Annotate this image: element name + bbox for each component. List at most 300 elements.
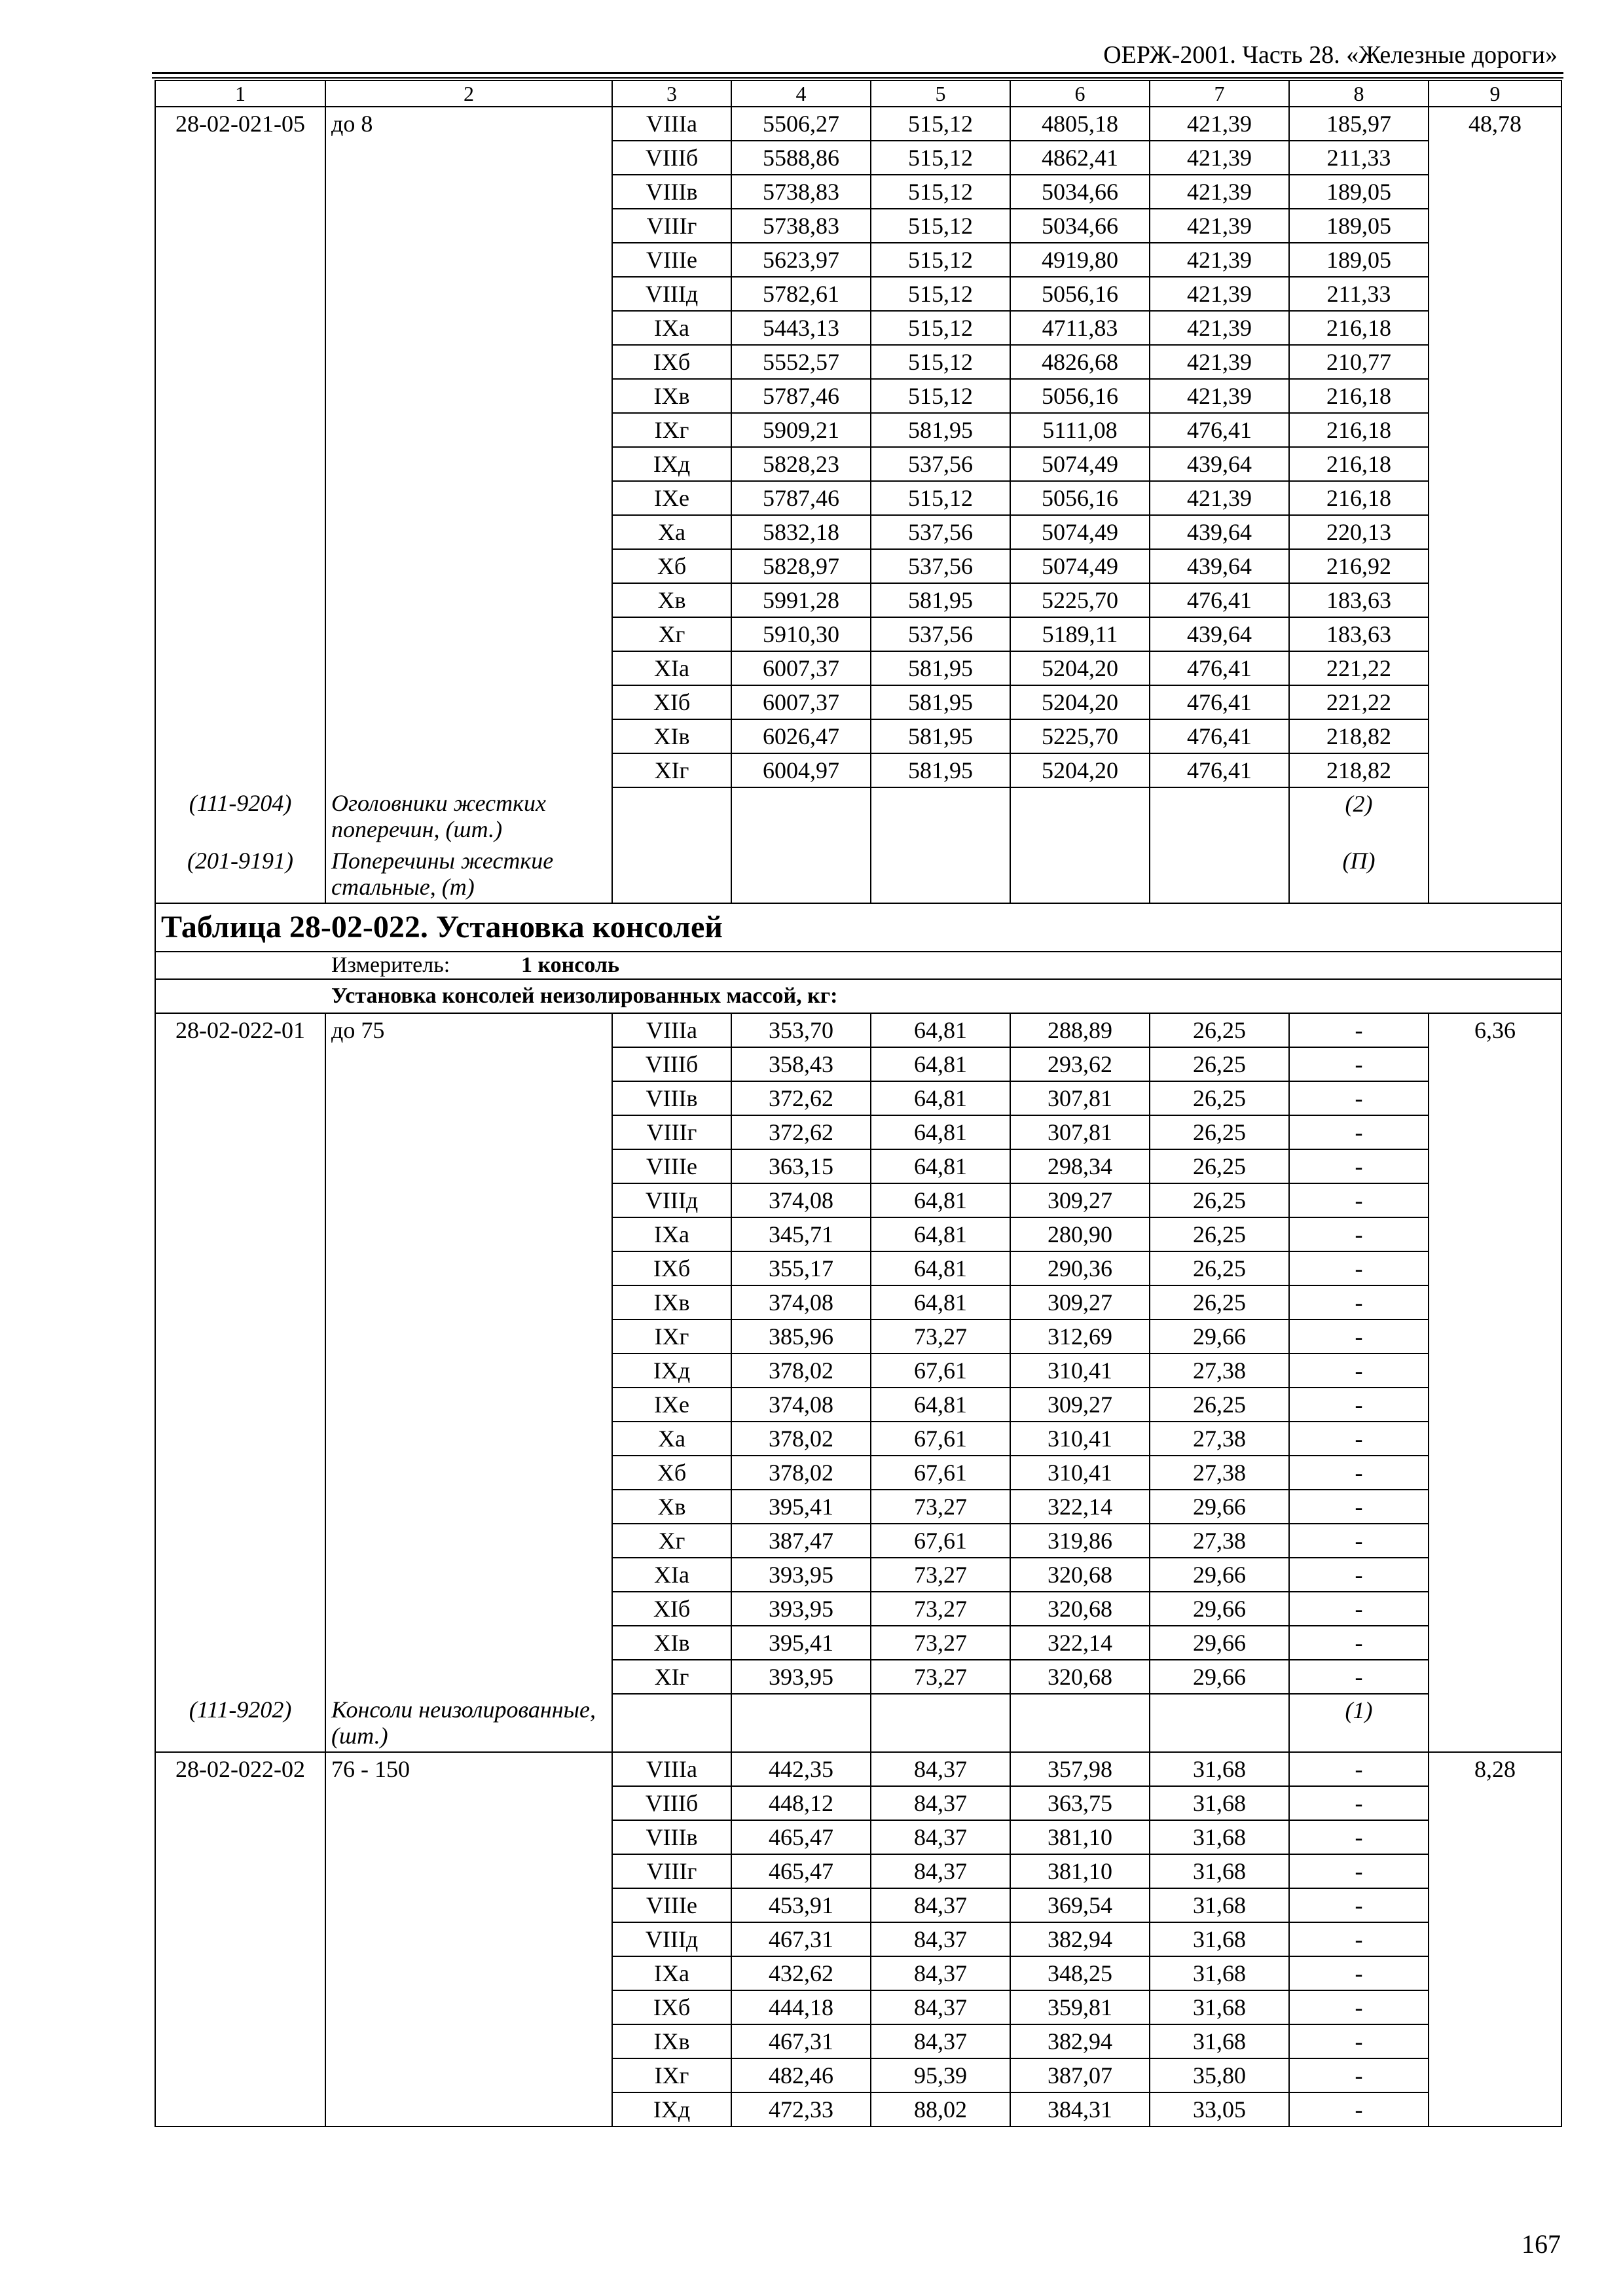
position-code [155,1490,325,1524]
zone-code: IXа [612,311,731,345]
value-col-5: 537,56 [871,617,1010,651]
value-col-5: 73,27 [871,1490,1010,1524]
machine-labor-value [1429,447,1561,481]
zone-code: IXа [612,1956,731,1990]
value-col-7: 421,39 [1150,345,1289,379]
position-code [155,753,325,787]
position-name [325,1319,612,1354]
header-rule [152,72,1563,74]
zone-code: XIб [612,685,731,719]
value-col-4: 353,70 [731,1013,871,1047]
zone-code: XIа [612,1558,731,1592]
price-table-sheet [155,80,1561,2127]
value-col-6: 293,62 [1010,1047,1150,1081]
table-row [155,1558,1561,1592]
empty-cell [731,787,871,845]
value-col-4: 374,08 [731,1183,871,1217]
value-col-4: 393,95 [731,1558,871,1592]
position-code [155,1922,325,1956]
machine-labor-value [1429,515,1561,549]
zone-code: IXб [612,1251,731,1285]
value-col-8: 216,18 [1289,481,1429,515]
value-col-8: - [1289,2058,1429,2092]
value-col-4: 5738,83 [731,175,871,209]
value-col-4: 5909,21 [731,413,871,447]
value-col-4: 5832,18 [731,515,871,549]
zone-code: IXд [612,2092,731,2126]
empty-cell [612,787,731,845]
machine-labor-value [1429,1626,1561,1660]
position-name [325,1456,612,1490]
value-col-7: 27,38 [1150,1422,1289,1456]
position-name [325,447,612,481]
value-col-6: 309,27 [1010,1183,1150,1217]
empty-cell [731,845,871,903]
position-code [155,617,325,651]
resource-row [155,787,1561,845]
table-row [155,2058,1561,2092]
value-col-6: 4711,83 [1010,311,1150,345]
position-code [155,1422,325,1456]
value-col-8: 183,63 [1289,617,1429,651]
value-col-4: 472,33 [731,2092,871,2126]
value-col-4: 378,02 [731,1456,871,1490]
value-col-6: 5111,08 [1010,413,1150,447]
value-col-8: - [1289,1183,1429,1217]
table-row [155,1922,1561,1956]
position-name [325,413,612,447]
table-row [155,1660,1561,1694]
value-col-6: 4919,80 [1010,243,1150,277]
value-col-8: 218,82 [1289,753,1429,787]
zone-code: Xв [612,1490,731,1524]
value-col-5: 64,81 [871,1217,1010,1251]
machine-labor-value [1429,243,1561,277]
value-col-7: 476,41 [1150,583,1289,617]
machine-labor-value [1429,1217,1561,1251]
value-col-8: - [1289,1888,1429,1922]
empty-cell [1429,1694,1561,1752]
machine-labor-value [1429,1922,1561,1956]
value-col-5: 515,12 [871,141,1010,175]
zone-code: IXе [612,1388,731,1422]
position-name [325,583,612,617]
value-col-4: 442,35 [731,1752,871,1786]
zone-code: IXа [612,1217,731,1251]
value-col-5: 581,95 [871,719,1010,753]
zone-code: VIIIе [612,243,731,277]
value-col-5: 73,27 [871,1626,1010,1660]
value-col-6: 5204,20 [1010,753,1150,787]
position-name [325,1888,612,1922]
resource-value: (2) [1289,787,1429,845]
position-name [325,141,612,175]
zone-code: IXд [612,1354,731,1388]
value-col-6: 5204,20 [1010,651,1150,685]
value-col-6: 5074,49 [1010,447,1150,481]
value-col-6: 280,90 [1010,1217,1150,1251]
table-row [155,1251,1561,1285]
value-col-4: 467,31 [731,2024,871,2058]
table-row [155,447,1561,481]
value-col-7: 31,68 [1150,1922,1289,1956]
value-col-7: 29,66 [1150,1490,1289,1524]
machine-labor-value [1429,175,1561,209]
value-col-4: 6026,47 [731,719,871,753]
zone-code: VIIIв [612,1820,731,1854]
table-row [155,651,1561,685]
value-col-7: 439,64 [1150,447,1289,481]
value-col-8: - [1289,1319,1429,1354]
machine-labor-value [1429,617,1561,651]
page-number: 167 [1522,2229,1561,2259]
value-col-6: 369,54 [1010,1888,1150,1922]
empty-cell [1010,1694,1150,1752]
value-col-8: 218,82 [1289,719,1429,753]
value-col-4: 374,08 [731,1285,871,1319]
table-row [155,1422,1561,1456]
position-code [155,1115,325,1149]
zone-code: IXв [612,2024,731,2058]
table-row [155,1285,1561,1319]
value-col-5: 73,27 [871,1660,1010,1694]
resource-name: Оголовники жестких поперечин, (шт.) [325,787,612,845]
value-col-5: 64,81 [871,1388,1010,1422]
machine-labor-value [1429,2024,1561,2058]
measure-label: Измеритель: [331,953,450,977]
zone-code: IXе [612,481,731,515]
zone-code: XIв [612,719,731,753]
value-col-7: 27,38 [1150,1354,1289,1388]
value-col-7: 27,38 [1150,1524,1289,1558]
machine-labor-value [1429,277,1561,311]
zone-code: VIIIб [612,1047,731,1081]
value-col-4: 5506,27 [731,107,871,141]
value-col-7: 26,25 [1150,1183,1289,1217]
zone-code: IXб [612,345,731,379]
value-col-4: 465,47 [731,1820,871,1854]
value-col-6: 357,98 [1010,1752,1150,1786]
table-row [155,311,1561,345]
value-col-7: 29,66 [1150,1660,1289,1694]
position-name [325,277,612,311]
position-code [155,175,325,209]
machine-labor-value [1429,311,1561,345]
value-col-8: - [1289,1013,1429,1047]
position-code [155,277,325,311]
value-col-4: 6007,37 [731,651,871,685]
value-col-4: 5787,46 [731,481,871,515]
value-col-6: 319,86 [1010,1524,1150,1558]
value-col-4: 378,02 [731,1422,871,1456]
position-code [155,685,325,719]
value-col-7: 26,25 [1150,1047,1289,1081]
column-number: 9 [1429,81,1561,107]
position-name [325,1956,612,1990]
column-number: 6 [1010,81,1150,107]
zone-code: Xб [612,1456,731,1490]
running-title: ОЕРЖ-2001. Часть 28. «Железные дороги» [1103,41,1558,69]
empty-cell [1010,845,1150,903]
position-name [325,1820,612,1854]
value-col-8: - [1289,1490,1429,1524]
position-name [325,2024,612,2058]
value-col-4: 465,47 [731,1854,871,1888]
value-col-4: 393,95 [731,1592,871,1626]
machine-labor-value [1429,1660,1561,1694]
value-col-5: 67,61 [871,1456,1010,1490]
value-col-6: 310,41 [1010,1422,1150,1456]
empty-cell [871,1694,1010,1752]
value-col-5: 581,95 [871,651,1010,685]
table-row [155,1149,1561,1183]
position-code [155,1285,325,1319]
value-col-5: 581,95 [871,753,1010,787]
value-col-7: 26,25 [1150,1081,1289,1115]
machine-labor-value [1429,1490,1561,1524]
zone-code: Xв [612,583,731,617]
value-col-5: 515,12 [871,107,1010,141]
column-number-row [155,81,1561,107]
position-code [155,1956,325,1990]
resource-name: Поперечины жесткие стальные, (т) [325,845,612,903]
machine-labor-value [1429,481,1561,515]
position-code [155,583,325,617]
value-col-7: 476,41 [1150,651,1289,685]
value-col-4: 372,62 [731,1115,871,1149]
value-col-5: 84,37 [871,1854,1010,1888]
value-col-8: 216,18 [1289,311,1429,345]
position-code [155,1149,325,1183]
empty-cell [871,845,1010,903]
table-row [155,107,1561,141]
table-row [155,1047,1561,1081]
table-title-row [155,903,1561,952]
value-col-8: - [1289,1786,1429,1820]
machine-labor-value [1429,1183,1561,1217]
resource-code: (111-9204) [155,787,325,845]
value-col-7: 476,41 [1150,685,1289,719]
zone-code: VIIIа [612,1752,731,1786]
value-col-7: 421,39 [1150,243,1289,277]
empty-cell [731,1694,871,1752]
value-col-7: 476,41 [1150,719,1289,753]
value-col-6: 5034,66 [1010,209,1150,243]
table-row [155,1183,1561,1217]
position-name [325,1660,612,1694]
machine-labor-value [1429,1388,1561,1422]
position-name [325,1558,612,1592]
value-col-7: 31,68 [1150,1854,1289,1888]
zone-code: VIIIв [612,175,731,209]
value-col-6: 5225,70 [1010,719,1150,753]
price-table [155,80,1562,2127]
value-col-7: 421,39 [1150,209,1289,243]
position-name [325,1592,612,1626]
measure-value: 1 консоль [521,953,619,977]
value-col-6: 359,81 [1010,1990,1150,2024]
table-row [155,1592,1561,1626]
position-code [155,2092,325,2126]
table-row [155,379,1561,413]
table-row [155,1990,1561,2024]
position-code [155,311,325,345]
value-col-5: 84,37 [871,1956,1010,1990]
zone-code: IXв [612,1285,731,1319]
value-col-4: 448,12 [731,1786,871,1820]
position-code [155,345,325,379]
machine-labor-value [1429,1854,1561,1888]
table-title: Таблица 28-02-022. Установка консолей [155,903,1561,952]
value-col-8: - [1289,1854,1429,1888]
machine-labor-value [1429,141,1561,175]
table-row [155,277,1561,311]
value-col-4: 393,95 [731,1660,871,1694]
zone-code: XIг [612,1660,731,1694]
value-col-8: 210,77 [1289,345,1429,379]
value-col-7: 421,39 [1150,141,1289,175]
value-col-6: 288,89 [1010,1013,1150,1047]
value-col-4: 5552,57 [731,345,871,379]
table-row [155,345,1561,379]
position-name [325,753,612,787]
value-col-7: 421,39 [1150,107,1289,141]
table-row [155,1786,1561,1820]
machine-labor-value [1429,1820,1561,1854]
value-col-5: 515,12 [871,209,1010,243]
value-col-5: 515,12 [871,379,1010,413]
value-col-5: 64,81 [871,1013,1010,1047]
table-row [155,1752,1561,1786]
value-col-8: - [1289,1990,1429,2024]
value-col-5: 581,95 [871,413,1010,447]
value-col-4: 5443,13 [731,311,871,345]
position-name [325,685,612,719]
column-number: 1 [155,81,325,107]
value-col-6: 5074,49 [1010,515,1150,549]
table-row [155,1626,1561,1660]
value-col-4: 345,71 [731,1217,871,1251]
zone-code: Xг [612,1524,731,1558]
machine-labor-value [1429,1149,1561,1183]
value-col-6: 5056,16 [1010,481,1150,515]
value-col-8: 189,05 [1289,175,1429,209]
value-col-8: - [1289,2024,1429,2058]
zone-code: VIIIд [612,277,731,311]
value-col-4: 444,18 [731,1990,871,2024]
value-col-6: 309,27 [1010,1285,1150,1319]
value-col-8: 183,63 [1289,583,1429,617]
position-code [155,1990,325,2024]
position-name [325,2092,612,2126]
empty-cell [1429,787,1561,845]
value-col-6: 309,27 [1010,1388,1150,1422]
value-col-7: 421,39 [1150,277,1289,311]
value-col-6: 5225,70 [1010,583,1150,617]
value-col-4: 5910,30 [731,617,871,651]
machine-labor-value [1429,1592,1561,1626]
position-name [325,1524,612,1558]
machine-labor-value [1429,1786,1561,1820]
value-col-7: 26,25 [1150,1388,1289,1422]
machine-labor-value [1429,1558,1561,1592]
empty-cell [1150,845,1289,903]
value-col-5: 515,12 [871,243,1010,277]
value-col-7: 31,68 [1150,1990,1289,2024]
value-col-5: 537,56 [871,515,1010,549]
table-row [155,583,1561,617]
value-col-8: - [1289,1558,1429,1592]
value-col-5: 84,37 [871,2024,1010,2058]
value-col-6: 310,41 [1010,1354,1150,1388]
measure-cell [155,952,1561,979]
machine-labor-value: 48,78 [1429,107,1561,141]
value-col-5: 84,37 [871,1922,1010,1956]
machine-labor-value [1429,719,1561,753]
value-col-5: 67,61 [871,1524,1010,1558]
position-name [325,175,612,209]
zone-code: Xб [612,549,731,583]
machine-labor-value [1429,1081,1561,1115]
position-code: 28-02-021-05 [155,107,325,141]
table-row [155,1524,1561,1558]
value-col-5: 84,37 [871,1752,1010,1786]
machine-labor-value [1429,1251,1561,1285]
zone-code: VIIIа [612,107,731,141]
value-col-8: - [1289,1047,1429,1081]
value-col-7: 421,39 [1150,175,1289,209]
empty-cell [1429,845,1561,903]
value-col-7: 439,64 [1150,617,1289,651]
position-name [325,617,612,651]
value-col-7: 26,25 [1150,1217,1289,1251]
zone-code: IXб [612,1990,731,2024]
zone-code: VIIIд [612,1183,731,1217]
value-col-6: 322,14 [1010,1490,1150,1524]
machine-labor-value [1429,583,1561,617]
value-col-8: 216,92 [1289,549,1429,583]
position-name [325,2058,612,2092]
empty-cell [1010,787,1150,845]
machine-labor-value [1429,1888,1561,1922]
position-code [155,2024,325,2058]
value-col-8: - [1289,1388,1429,1422]
position-code [155,1524,325,1558]
value-col-6: 5056,16 [1010,379,1150,413]
value-col-6: 387,07 [1010,2058,1150,2092]
zone-code: VIIIв [612,1081,731,1115]
value-col-4: 355,17 [731,1251,871,1285]
value-col-4: 6007,37 [731,685,871,719]
value-col-6: 312,69 [1010,1319,1150,1354]
zone-code: XIа [612,651,731,685]
value-col-8: - [1289,2092,1429,2126]
table-row [155,549,1561,583]
value-col-8: 211,33 [1289,277,1429,311]
value-col-4: 5787,46 [731,379,871,413]
value-col-7: 31,68 [1150,2024,1289,2058]
position-code [155,1592,325,1626]
position-name [325,1990,612,2024]
value-col-5: 73,27 [871,1592,1010,1626]
position-code: 28-02-022-01 [155,1013,325,1047]
value-col-6: 5056,16 [1010,277,1150,311]
position-name [325,1251,612,1285]
value-col-6: 4805,18 [1010,107,1150,141]
zone-code: Xа [612,1422,731,1456]
table-row [155,515,1561,549]
value-col-5: 64,81 [871,1149,1010,1183]
